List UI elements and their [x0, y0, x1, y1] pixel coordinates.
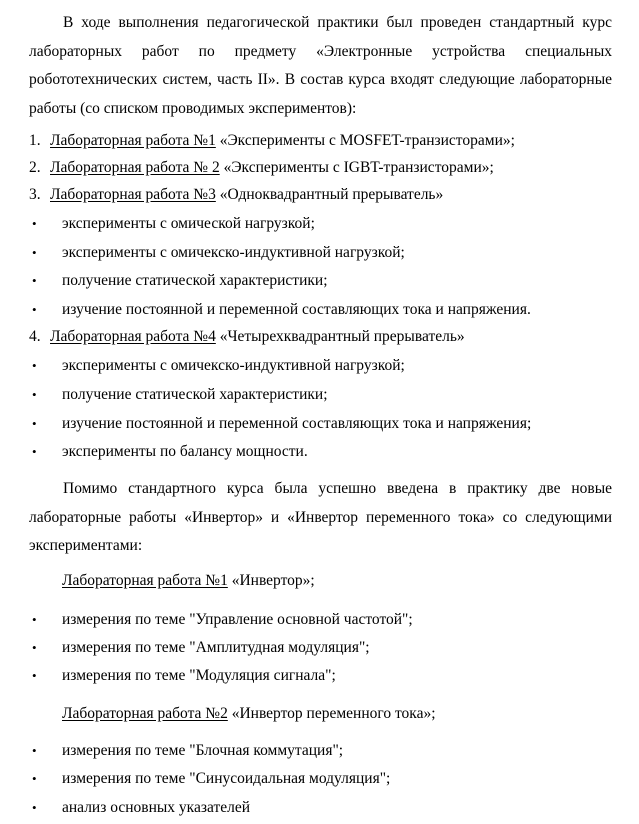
list-item-text: изучение постоянной и переменной составляющих тока и напряжения.: [62, 301, 531, 318]
lab-item: [29, 158, 619, 178]
bullet-icon: •: [32, 640, 37, 655]
lab-item: [29, 185, 619, 205]
intro-paragraph: [29, 9, 612, 123]
lab-link[interactable]: Лабораторная работа №3: [50, 186, 216, 203]
list-item-text: измерения по теме "Синусоидальная модуляция";: [62, 770, 391, 787]
new-lab-title: «Инвертор переменного тока»;: [227, 705, 436, 722]
bullet-icon: •: [32, 302, 37, 317]
bullet-icon: •: [32, 444, 37, 459]
lab-title: «Четырехквадрантный прерыватель»: [215, 328, 465, 345]
list-item-text: получение статической характеристики;: [62, 386, 328, 403]
bullet-icon: •: [32, 416, 37, 431]
new-lab-heading: [62, 704, 639, 724]
second-text: Помимо стандартного курса была успешно введена в практику две новые лабораторные работы «Инвертор» и «Инвертор переменного тока» со следующими экспериментами:: [29, 480, 612, 554]
new-lab-title: «Инвертор»;: [227, 572, 315, 589]
bullet-icon: •: [32, 358, 37, 373]
lab-number: 4.: [29, 328, 41, 345]
lab-number: 2.: [29, 159, 41, 176]
second-paragraph: [29, 475, 612, 561]
bullet-icon: •: [32, 668, 37, 683]
lab-link[interactable]: Лабораторная работа № 2: [50, 159, 220, 176]
new-lab-heading: [62, 571, 639, 591]
bullet-icon: •: [32, 273, 37, 288]
list-item-text: эксперименты по балансу мощности.: [62, 443, 308, 460]
bullet-icon: •: [32, 245, 37, 260]
list-item-text: измерения по теме "Блочная коммутация";: [62, 742, 344, 759]
bullet-icon: •: [32, 387, 37, 402]
bullet-icon: •: [32, 216, 37, 231]
bullet-icon: •: [32, 743, 37, 758]
lab-item: [29, 327, 619, 347]
list-item-text: получение статической характеристики;: [62, 272, 328, 289]
list-item-text: измерения по теме "Амплитудная модуляция";: [62, 639, 370, 656]
lab-title: «Одноквадрантный прерыватель»: [215, 186, 444, 203]
list-item-text: измерения по теме "Модуляция сигнала";: [62, 667, 336, 684]
lab-number: 3.: [29, 186, 41, 203]
list-item-text: измерения по теме "Управление основной частотой";: [62, 611, 413, 628]
lab-title: «Эксперименты с MOSFET-транзисторами»;: [215, 132, 515, 149]
lab-link[interactable]: Лабораторная работа №1: [50, 132, 216, 149]
list-item-text: анализ основных указателей: [62, 799, 251, 816]
bullet-icon: •: [32, 612, 37, 627]
list-item-text: эксперименты с омической нагрузкой;: [62, 215, 315, 232]
list-item-text: эксперименты с омичекско-индуктивной нагрузкой;: [62, 244, 405, 261]
lab-link[interactable]: Лабораторная работа №4: [50, 328, 216, 345]
list-item-text: изучение постоянной и переменной составляющих тока и напряжения;: [62, 415, 532, 432]
bullet-icon: •: [32, 771, 37, 786]
lab-title: «Эксперименты с IGBT-транзисторами»;: [219, 159, 494, 176]
new-lab-link[interactable]: Лабораторная работа №2: [62, 705, 228, 722]
intro-text: В ходе выполнения педагогической практики был проведен стандартный курс лабораторных работ по предмету «Электронные устройства специальных робототехнических систем, часть II». В состав курса входят следующие лабораторные работы (со списком проводимых экспериментов):: [29, 14, 612, 117]
bullet-icon: •: [32, 800, 37, 815]
list-item-text: эксперименты с омичекско-индуктивной нагрузкой;: [62, 357, 405, 374]
new-lab-link[interactable]: Лабораторная работа №1: [62, 572, 228, 589]
lab-item: [29, 131, 619, 151]
lab-number: 1.: [29, 132, 41, 149]
